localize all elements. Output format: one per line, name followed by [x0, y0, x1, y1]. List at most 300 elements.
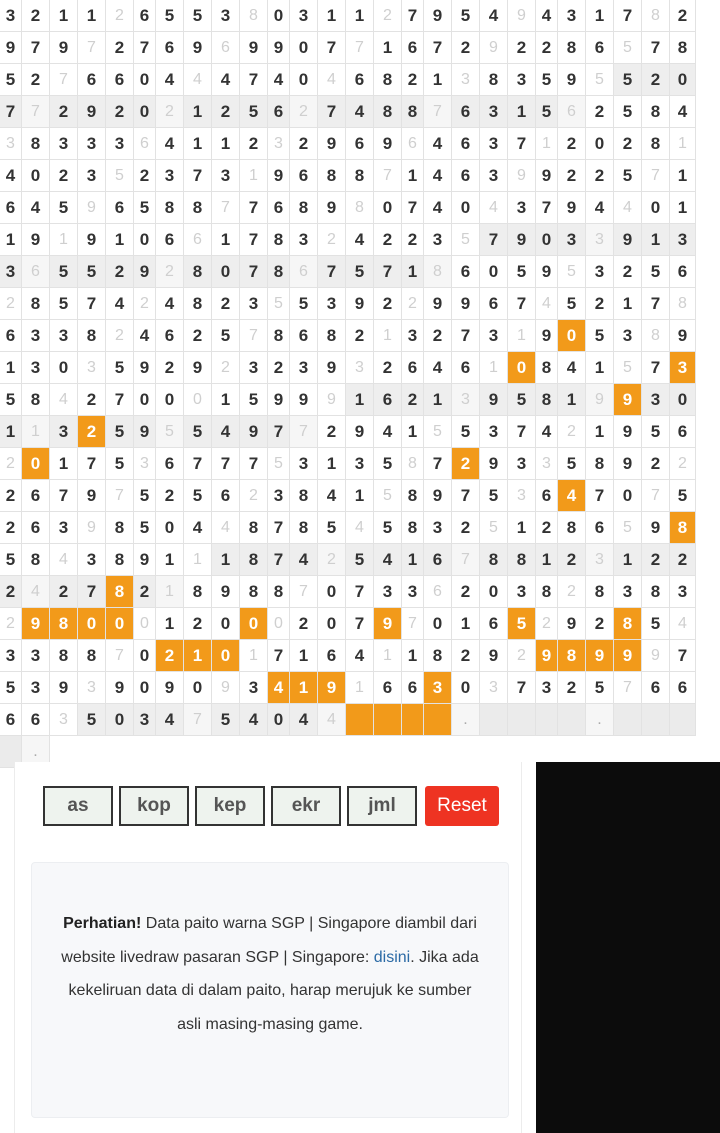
grid-cell: 8: [240, 512, 268, 544]
grid-cell: 8: [50, 608, 78, 640]
grid-cell: 2: [586, 96, 614, 128]
grid-cell: 3: [508, 576, 536, 608]
grid-cell: 8: [22, 544, 50, 576]
grid-cell: 9: [318, 672, 346, 704]
grid-cell: 6: [290, 160, 318, 192]
grid-cell: 8: [318, 160, 346, 192]
grid-cell: 5: [614, 160, 642, 192]
grid-cell: 7: [642, 288, 670, 320]
grid-cell: 7: [670, 640, 696, 672]
as-button[interactable]: as: [43, 786, 113, 826]
grid-cell: 8: [642, 576, 670, 608]
grid-cell: 2: [558, 672, 586, 704]
grid-sep-cell: 9: [78, 512, 106, 544]
grid-cell: 8: [402, 96, 424, 128]
grid-cell: 7: [22, 32, 50, 64]
grid-cell: 2: [642, 64, 670, 96]
grid-cell: 2: [0, 480, 22, 512]
grid-cell: 4: [156, 128, 184, 160]
grid-cell: 3: [480, 320, 508, 352]
source-link[interactable]: disini: [373, 948, 411, 966]
grid-cell: 9: [480, 384, 508, 416]
kep-button[interactable]: kep: [195, 786, 265, 826]
grid-cell: 3: [480, 416, 508, 448]
grid-cell: 6: [22, 512, 50, 544]
grid-cell: 1: [184, 96, 212, 128]
grid-cell: 0: [156, 512, 184, 544]
grid-cell: 5: [452, 0, 480, 32]
grid-cell: 2: [184, 320, 212, 352]
grid-cell: 0: [106, 608, 134, 640]
grid-cell: 3: [50, 320, 78, 352]
grid-cell: 2: [374, 224, 402, 256]
grid-cell: 0: [268, 0, 290, 32]
grid-cell: 4: [240, 704, 268, 736]
grid-cell: 9: [78, 480, 106, 512]
grid-cell: 9: [536, 320, 558, 352]
grid-cell: 6: [402, 352, 424, 384]
grid-cell: 4: [290, 704, 318, 736]
grid-cell: 9: [22, 608, 50, 640]
grid-sep-cell: 0: [184, 384, 212, 416]
grid-cell: 3: [290, 352, 318, 384]
grid-cell: 6: [424, 544, 452, 576]
grid-sep-cell: 3: [134, 448, 156, 480]
grid-sep-cell: 9: [508, 0, 536, 32]
grid-cell: 0: [240, 608, 268, 640]
grid-cell: 5: [318, 512, 346, 544]
grid-cell: [670, 704, 696, 736]
grid-cell: 6: [22, 480, 50, 512]
grid-cell: 2: [50, 160, 78, 192]
grid-cell: 7: [268, 416, 290, 448]
grid-cell: 2: [586, 160, 614, 192]
ekr-button[interactable]: ekr: [271, 786, 341, 826]
grid-cell: 5: [452, 416, 480, 448]
grid-cell: 0: [480, 576, 508, 608]
grid-cell: 5: [480, 480, 508, 512]
grid-cell: 6: [670, 256, 696, 288]
grid-cell: 1: [346, 0, 374, 32]
grid-sep-cell: 2: [290, 96, 318, 128]
grid-cell: 7: [508, 128, 536, 160]
grid-cell: 6: [452, 128, 480, 160]
grid-cell: 5: [184, 480, 212, 512]
grid-cell: 3: [78, 544, 106, 576]
grid-cell: 0: [452, 672, 480, 704]
grid-cell: 0: [374, 192, 402, 224]
grid-cell: 5: [50, 256, 78, 288]
grid-cell: 3: [22, 320, 50, 352]
grid-sep-cell: 3: [586, 544, 614, 576]
grid-cell: 2: [452, 32, 480, 64]
grid-cell: 4: [558, 352, 586, 384]
grid-cell: 7: [184, 160, 212, 192]
grid-cell: 4: [586, 192, 614, 224]
grid-cell: 3: [50, 416, 78, 448]
grid-sep-cell: 1: [184, 544, 212, 576]
notice-text-2: . Jika ada kekeliruan data di dalam paito, harap merujuk ke sumber asli masing-masing game.: [68, 948, 479, 1033]
grid-cell: 7: [78, 288, 106, 320]
grid-cell: 9: [134, 352, 156, 384]
grid-cell: [642, 704, 670, 736]
grid-sep-cell: 1: [50, 224, 78, 256]
grid-cell: 2: [290, 128, 318, 160]
grid-cell: 2: [156, 640, 184, 672]
grid-cell: 1: [536, 544, 558, 576]
grid-sep-cell: 6: [134, 128, 156, 160]
grid-cell: 8: [184, 256, 212, 288]
grid-cell: 8: [268, 224, 290, 256]
grid-cell: 2: [452, 512, 480, 544]
grid-cell: 5: [0, 672, 22, 704]
grid-cell: 9: [212, 576, 240, 608]
grid-cell: 9: [452, 288, 480, 320]
grid-cell: 3: [0, 256, 22, 288]
grid-cell: 8: [670, 32, 696, 64]
grid-sep-cell: 1: [346, 672, 374, 704]
grid-cell: 7: [642, 32, 670, 64]
grid-cell: 9: [290, 384, 318, 416]
notice-bold: Perhatian!: [63, 915, 142, 932]
grid-cell: 0: [134, 96, 156, 128]
grid-cell: 3: [586, 256, 614, 288]
grid-cell: 3: [290, 224, 318, 256]
grid-cell: 5: [558, 288, 586, 320]
grid-cell: 1: [586, 0, 614, 32]
grid-cell: 3: [346, 448, 374, 480]
grid-cell: 4: [346, 224, 374, 256]
grid-cell: 2: [50, 96, 78, 128]
grid-sep-cell: 7: [290, 416, 318, 448]
grid-cell: 7: [642, 352, 670, 384]
grid-cell: 8: [240, 576, 268, 608]
grid-sep-cell: 2: [0, 608, 22, 640]
grid-cell: 1: [346, 480, 374, 512]
grid-cell: 2: [558, 160, 586, 192]
grid-cell: 7: [0, 96, 22, 128]
grid-cell: 5: [240, 96, 268, 128]
jml-button[interactable]: jml: [347, 786, 417, 826]
grid-cell: 5: [156, 0, 184, 32]
grid-sep-cell: 4: [614, 192, 642, 224]
grid-cell: 8: [586, 576, 614, 608]
grid-sep-cell: 1: [670, 128, 696, 160]
grid-cell: 6: [642, 672, 670, 704]
grid-sep-cell: 6: [558, 96, 586, 128]
grid-cell: 4: [22, 192, 50, 224]
grid-cell: 4: [480, 0, 508, 32]
grid-cell: 2: [212, 96, 240, 128]
grid-cell: 6: [374, 384, 402, 416]
grid-cell: 3: [374, 576, 402, 608]
grid-cell: 9: [0, 32, 22, 64]
grid-cell: 8: [346, 160, 374, 192]
grid-cell: 5: [346, 544, 374, 576]
grid-cell: 9: [614, 640, 642, 672]
grid-cell: 6: [452, 96, 480, 128]
grid-cell: 2: [0, 576, 22, 608]
grid-cell: 1: [452, 608, 480, 640]
grid-sep-cell: 5: [106, 160, 134, 192]
grid-cell: 9: [558, 608, 586, 640]
grid-sep-cell: 2: [0, 448, 22, 480]
grid-cell: 2: [240, 128, 268, 160]
grid-cell: 9: [374, 128, 402, 160]
grid-cell: 4: [346, 640, 374, 672]
grid-cell: 6: [106, 192, 134, 224]
grid-sep-cell: 4: [22, 576, 50, 608]
grid-cell: 3: [508, 448, 536, 480]
grid-cell: 8: [536, 352, 558, 384]
grid-cell: 3: [240, 672, 268, 704]
grid-cell: 8: [22, 128, 50, 160]
grid-sep-cell: 1: [508, 320, 536, 352]
grid-cell: 8: [290, 480, 318, 512]
grid-cell: 9: [106, 672, 134, 704]
grid-cell: 9: [614, 448, 642, 480]
grid-cell: 5: [642, 608, 670, 640]
grid-cell: 3: [402, 576, 424, 608]
grid-cell: 9: [184, 352, 212, 384]
grid-cell: 7: [452, 320, 480, 352]
grid-cell: 6: [106, 64, 134, 96]
grid-cell: 3: [424, 224, 452, 256]
grid-sep-cell: 3: [452, 384, 480, 416]
grid-cell: 4: [156, 288, 184, 320]
grid-cell: 7: [212, 448, 240, 480]
grid-cell: 9: [424, 288, 452, 320]
grid-cell: 5: [212, 704, 240, 736]
grid-cell: 2: [78, 384, 106, 416]
grid-cell: 1: [0, 416, 22, 448]
grid-cell: 0: [508, 352, 536, 384]
grid-cell: 5: [642, 256, 670, 288]
grid-cell: 5: [0, 544, 22, 576]
grid-cell: 7: [240, 64, 268, 96]
grid-sep-cell: 7: [212, 192, 240, 224]
grid-cell: 3: [480, 160, 508, 192]
grid-cell: 7: [614, 0, 642, 32]
grid-cell: 1: [402, 544, 424, 576]
grid-sep-cell: 5: [614, 512, 642, 544]
grid-cell: 8: [268, 576, 290, 608]
grid-cell: 8: [558, 32, 586, 64]
grid-cell: 8: [22, 384, 50, 416]
grid-cell: 4: [424, 160, 452, 192]
grid-cell: 7: [508, 416, 536, 448]
grid-sep-cell: 3: [78, 352, 106, 384]
grid-cell: 7: [424, 32, 452, 64]
grid-cell: 3: [212, 0, 240, 32]
grid-cell: 1: [424, 384, 452, 416]
grid-sep-cell: 2: [536, 608, 558, 640]
grid-cell: 6: [452, 160, 480, 192]
grid-cell: 1: [614, 288, 642, 320]
grid-cell: 8: [480, 544, 508, 576]
grid-cell: 6: [156, 320, 184, 352]
grid-cell: 4: [670, 96, 696, 128]
grid-cell: 7: [78, 448, 106, 480]
grid-cell: 0: [22, 448, 50, 480]
grid-sep-cell: 2: [240, 480, 268, 512]
grid-sep-cell: 2: [156, 256, 184, 288]
grid-cell: 8: [374, 96, 402, 128]
grid-cell: 8: [184, 288, 212, 320]
grid-cell: 1: [642, 224, 670, 256]
grid-cell: 7: [134, 32, 156, 64]
grid-cell: 2: [670, 544, 696, 576]
grid-cell: 3: [0, 0, 22, 32]
notice-box: [31, 862, 509, 1118]
grid-cell: 8: [318, 320, 346, 352]
grid-cell: 5: [50, 288, 78, 320]
grid-cell: 6: [586, 32, 614, 64]
grid-cell: 9: [424, 0, 452, 32]
grid-cell: 1: [424, 64, 452, 96]
grid-sep-cell: 4: [184, 64, 212, 96]
grid-cell: 1: [290, 672, 318, 704]
grid-cell: 8: [508, 544, 536, 576]
grid-cell: [558, 704, 586, 736]
grid-cell: 7: [184, 448, 212, 480]
grid-cell: 1: [212, 544, 240, 576]
grid-cell: 2: [402, 224, 424, 256]
lower-panel: [14, 762, 522, 1133]
grid-cell: 7: [78, 576, 106, 608]
grid-cell: 5: [184, 416, 212, 448]
grid-cell: 0: [268, 704, 290, 736]
grid-cell: 4: [134, 320, 156, 352]
grid-cell: 9: [50, 672, 78, 704]
grid-cell: 3: [670, 576, 696, 608]
grid-cell: 5: [642, 416, 670, 448]
grid-sep-cell: 3: [268, 128, 290, 160]
grid-cell: 9: [670, 320, 696, 352]
grid-cell: 9: [346, 416, 374, 448]
grid-cell: 9: [614, 416, 642, 448]
grid-cell: 7: [240, 224, 268, 256]
kop-button[interactable]: kop: [119, 786, 189, 826]
grid-cell: 7: [318, 32, 346, 64]
reset-button[interactable]: Reset: [425, 786, 499, 826]
grid-sep-cell: 2: [374, 0, 402, 32]
grid-cell: 3: [480, 128, 508, 160]
grid-cell: 0: [78, 608, 106, 640]
grid-cell: 3: [240, 352, 268, 384]
grid-cell: 2: [106, 96, 134, 128]
grid-cell: 4: [156, 64, 184, 96]
grid-cell: 2: [290, 608, 318, 640]
grid-cell: 8: [50, 640, 78, 672]
grid-sep-cell: 5: [586, 64, 614, 96]
grid-cell: 2: [670, 0, 696, 32]
grid-sep-cell: 1: [536, 128, 558, 160]
grid-cell: 7: [240, 448, 268, 480]
grid-cell: 5: [134, 512, 156, 544]
grid-cell: 9: [536, 640, 558, 672]
grid-cell: 1: [402, 256, 424, 288]
grid-cell: 1: [184, 128, 212, 160]
grid-cell: 9: [536, 256, 558, 288]
grid-cell: 9: [78, 96, 106, 128]
grid-cell: 6: [78, 64, 106, 96]
grid-cell: 3: [290, 0, 318, 32]
grid-sep-cell: 0: [268, 608, 290, 640]
grid-sep-cell: 1: [22, 416, 50, 448]
grid-sep-cell: 3: [586, 224, 614, 256]
grid-sep-cell: 5: [558, 256, 586, 288]
grid-sep-cell: 9: [586, 384, 614, 416]
grid-cell: 1: [558, 384, 586, 416]
grid-cell: 6: [402, 672, 424, 704]
grid-sep-cell: 2: [402, 288, 424, 320]
grid-cell: 5: [106, 416, 134, 448]
grid-cell: 6: [156, 224, 184, 256]
grid-cell: 8: [614, 608, 642, 640]
grid-cell: [508, 704, 536, 736]
grid-cell: 4: [318, 480, 346, 512]
grid-cell: 2: [78, 416, 106, 448]
grid-sep-cell: 3: [508, 480, 536, 512]
grid-cell: 0: [134, 384, 156, 416]
grid-cell: 2: [106, 256, 134, 288]
grid-cell: 2: [402, 64, 424, 96]
grid-cell: 5: [50, 192, 78, 224]
grid-sep-cell: 9: [212, 672, 240, 704]
grid-sep-cell: .: [586, 704, 614, 736]
grid-cell: 8: [290, 512, 318, 544]
grid-cell: 6: [402, 32, 424, 64]
grid-cell: 4: [374, 544, 402, 576]
grid-sep-cell: 9: [508, 160, 536, 192]
grid-sep-cell: 3: [480, 672, 508, 704]
grid-cell: 8: [78, 640, 106, 672]
grid-cell: 5: [106, 448, 134, 480]
grid-cell: 9: [22, 224, 50, 256]
grid-cell: 5: [374, 512, 402, 544]
grid-cell: 2: [586, 288, 614, 320]
grid-sep-cell: 2: [508, 640, 536, 672]
grid-cell: 4: [536, 0, 558, 32]
grid-sep-cell: 5: [374, 480, 402, 512]
grid-cell: 4: [268, 64, 290, 96]
grid-cell: 3: [402, 320, 424, 352]
grid-cell: 8: [156, 192, 184, 224]
grid-cell: 5: [290, 288, 318, 320]
grid-cell: 0: [212, 640, 240, 672]
grid-cell: 7: [346, 608, 374, 640]
grid-cell: 5: [184, 0, 212, 32]
grid-sep-cell: 2: [156, 96, 184, 128]
grid-cell: 2: [134, 576, 156, 608]
grid-cell: 0: [318, 608, 346, 640]
grid-sep-cell: 2: [0, 288, 22, 320]
grid-cell: 4: [106, 288, 134, 320]
grid-sep-cell: 5: [614, 352, 642, 384]
grid-cell: 7: [240, 256, 268, 288]
grid-cell: [346, 704, 374, 736]
grid-cell: 0: [642, 192, 670, 224]
grid-cell: 9: [240, 416, 268, 448]
grid-cell: 3: [480, 96, 508, 128]
grid-sep-cell: 4: [346, 512, 374, 544]
grid-cell: 0: [134, 224, 156, 256]
grid-cell: 0: [424, 608, 452, 640]
grid-cell: 8: [22, 288, 50, 320]
grid-cell: 0: [480, 256, 508, 288]
grid-cell: 2: [508, 32, 536, 64]
